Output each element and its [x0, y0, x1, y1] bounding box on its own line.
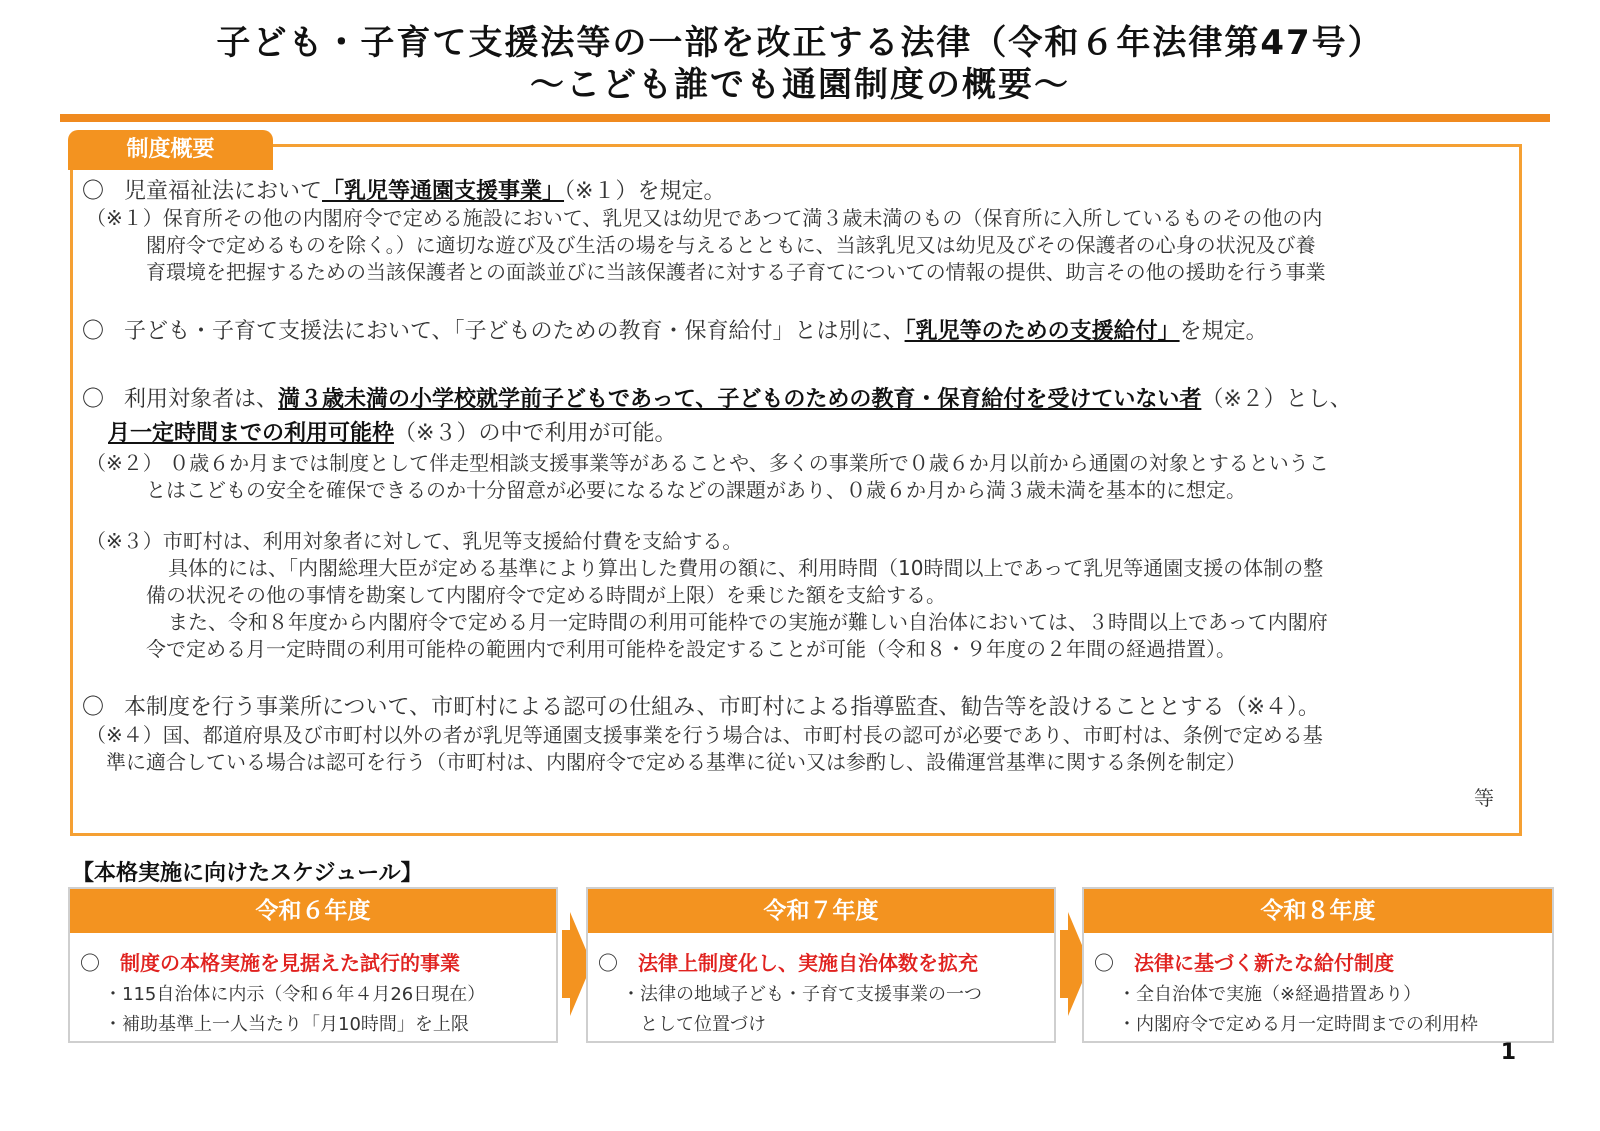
schedule-item: として位置づけ	[640, 1014, 766, 1035]
note-1-line-3: 育環境を把握するための当該保護者との面談並びに当該保護者に対する子育てについての情報の提供、助言その他の援助を行う事業	[146, 260, 1326, 284]
note-4-line-2: 準に適合している場合は認可を行う（市町村は、内閣府令で定める基準に従い又は参酌し、設備運営基準に関する条例を制定）	[106, 750, 1246, 774]
schedule-headline: 〇 法律に基づく新たな給付制度	[1094, 951, 1394, 975]
bullet: 〇	[82, 179, 105, 204]
schedule-item: ・法律の地域子ども・子育て支援事業の一つ	[622, 984, 982, 1005]
title-line-1: 子ども・子育て支援法等の一部を改正する法律（令和６年法律第47号）	[216, 23, 1384, 63]
schedule-year: 令和８年度	[1084, 889, 1552, 933]
schedule-item: ・全自治体で実施（※経過措置あり）	[1118, 984, 1422, 1005]
note-1-line-2: 閣府令で定めるものを除く。）に適切な遊び及び生活の場を与えるとともに、当該乳児又は幼児及びその保護者の心身の状況及び養	[146, 233, 1316, 257]
schedule-headline: 〇 制度の本格実施を見据えた試行的事業	[80, 951, 460, 975]
schedule-item: ・内閣府令で定める月一定時間までの利用枠	[1118, 1014, 1478, 1035]
paragraph-2: 〇 子ども・子育て支援法において、「子どものための教育・保育給付」とは別に、「乳児等のための支援給付」を規定。	[82, 319, 1268, 344]
note-3-line-1: （※３）市町村は、利用対象者に対して、乳児等支援給付費を支給する。	[86, 529, 743, 553]
paragraph-3-line-1: 〇 利用対象者は、満３歳未満の小学校就学前子どもであって、子どものための教育・保育給付を受けていない者（※２）とし、	[82, 387, 1352, 412]
schedule-year: 令和６年度	[70, 889, 556, 933]
page-title	[0, 22, 1600, 106]
schedule-box-r7	[586, 887, 1056, 1043]
schedule-title: 【本格実施に向けたスケジュール】	[72, 861, 423, 886]
note-4-line-1: （※４）国、都道府県及び市町村以外の者が乳児等通園支援事業を行う場合は、市町村長の認可が必要であり、市町村は、条例で定める基	[86, 723, 1323, 747]
page-number: 1	[1500, 1040, 1516, 1065]
note-3-line-4: また、令和８年度から内閣府令で定める月一定時間の利用可能枠での実施が難しい自治体においては、３時間以上であって内閣府	[168, 610, 1328, 634]
note-3-line-5: 令で定める月一定時間の利用可能枠の範囲内で利用可能枠を設定することが可能（令和８・９年度の２年間の経過措置）。	[146, 637, 1236, 661]
bullet: 〇	[82, 387, 105, 412]
title-line-2: 〜こども誰でも通園制度の概要〜	[530, 65, 1070, 105]
etc-label: 等	[1474, 786, 1494, 810]
note-1-line-1: （※１）保育所その他の内閣府令で定める施設において、乳児又は幼児であつて満３歳未満のもの（保育所に入所しているものその他の内	[86, 206, 1323, 230]
note-3-line-3: 備の状況その他の事情を勘案して内閣府令で定める時間が上限）を乗じた額を支給する。	[146, 583, 946, 607]
schedule-item: ・115自治体に内示（令和６年４月26日現在）	[104, 984, 486, 1005]
schedule-box-r8	[1082, 887, 1554, 1043]
paragraph-1: 〇 児童福祉法において「乳児等通園支援事業」（※１）を規定。	[82, 179, 726, 204]
paragraph-3-line-2: 月一定時間までの利用可能枠（※３）の中で利用が可能。	[108, 421, 677, 446]
overview-tab: 制度概要	[68, 130, 273, 170]
note-3-line-2: 具体的には、「内閣総理大臣が定める基準により算出した費用の額に、利用時間（10時間以上であって乳児等通園支援の体制の整	[168, 556, 1324, 580]
schedule-item: ・補助基準上一人当たり「月10時間」を上限	[104, 1014, 469, 1035]
schedule-headline: 〇 法律上制度化し、実施自治体数を拡充	[598, 951, 978, 975]
bullet: 〇	[82, 319, 105, 344]
note-2-line-2: とはこどもの安全を確保できるのか十分留意が必要になるなどの課題があり、０歳６か月から満３歳未満を基本的に想定。	[146, 478, 1246, 502]
bullet: 〇	[82, 695, 105, 720]
title-divider	[60, 114, 1550, 122]
schedule-box-r6	[68, 887, 558, 1043]
paragraph-4: 〇 本制度を行う事業所について、市町村による認可の仕組み、市町村による指導監査、勧告等を設けることとする（※４）。	[82, 695, 1320, 720]
note-2-line-1: （※２） ０歳６か月までは制度として伴走型相談支援事業等があることや、多くの事業所で０歳６か月以前から通園の対象とするというこ	[86, 451, 1329, 475]
schedule-year: 令和７年度	[588, 889, 1054, 933]
